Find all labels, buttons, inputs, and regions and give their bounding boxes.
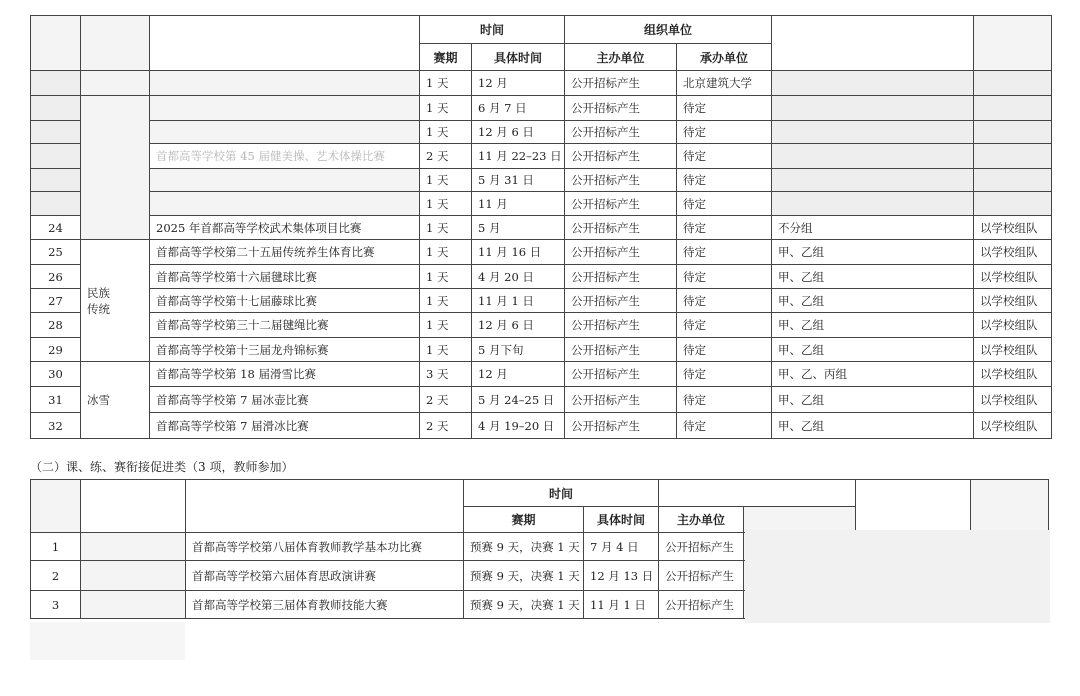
competition-table-1 <box>30 15 1052 439</box>
organizer-cell: 待定 <box>677 313 772 338</box>
section2-title: （二）课、练、赛衔接促进类（3 项，教师参加） <box>30 460 294 474</box>
date-cell: 12 月 6 日 <box>472 313 565 338</box>
organizer-cell: 待定 <box>677 144 772 169</box>
header-time: 时间 <box>420 16 565 44</box>
table-row <box>31 71 1052 96</box>
group-cell: 甲、乙组 <box>772 387 974 413</box>
duration-cell: 1 天 <box>420 240 472 265</box>
mode-cell: 以学校组队 <box>974 289 1052 313</box>
host-cell: 公开招标产生 <box>659 533 744 561</box>
organizer-cell: 待定 <box>677 338 772 362</box>
t2-header-group <box>856 480 971 533</box>
date-cell: 12 月 6 日 <box>472 121 565 144</box>
host-cell: 公开招标产生 <box>565 313 677 338</box>
date-cell: 5 月 31 日 <box>472 169 565 192</box>
host-cell: 公开招标产生 <box>565 169 677 192</box>
host-cell: 公开招标产生 <box>565 216 677 240</box>
competition-name <box>150 96 420 121</box>
table-row <box>31 313 1052 338</box>
date-cell: 6 月 7 日 <box>472 96 565 121</box>
date-cell: 11 月 16 日 <box>472 240 565 265</box>
category-ice-snow: 冰雪 <box>81 362 150 439</box>
table-row <box>31 413 1052 439</box>
group-cell: 甲、乙组 <box>772 240 974 265</box>
duration-cell: 预赛 9 天，决赛 1 天 <box>464 561 584 591</box>
organizer-cell: 待定 <box>677 96 772 121</box>
row-number: 29 <box>31 338 81 362</box>
t2-header-host: 主办单位 <box>659 507 744 533</box>
competition-name <box>150 71 420 96</box>
date-cell: 5 月下旬 <box>472 338 565 362</box>
table-row <box>31 289 1052 313</box>
redaction-block <box>745 530 1050 623</box>
header-org: 组织单位 <box>565 16 772 44</box>
duration-cell: 1 天 <box>420 265 472 289</box>
group-cell: 甲、乙组 <box>772 338 974 362</box>
row-number: 3 <box>31 591 81 619</box>
t2-header-duration: 赛期 <box>464 507 584 533</box>
header-mode <box>974 16 1052 71</box>
host-cell: 公开招标产生 <box>565 71 677 96</box>
table-row <box>31 265 1052 289</box>
header-host: 主办单位 <box>565 44 677 71</box>
mode-cell: 以学校组队 <box>974 313 1052 338</box>
row-number: 24 <box>31 216 81 240</box>
organizer-cell: 待定 <box>677 362 772 387</box>
group-cell: 甲、乙组 <box>772 289 974 313</box>
mode-cell <box>974 192 1052 216</box>
t2-header-date: 具体时间 <box>584 507 659 533</box>
row-number <box>31 121 81 144</box>
duration-cell: 1 天 <box>420 289 472 313</box>
header-date: 具体时间 <box>472 44 565 71</box>
group-cell <box>772 71 974 96</box>
competition-name: 2025 年首都高等学校武术集体项目比赛 <box>150 216 420 240</box>
mode-cell <box>974 96 1052 121</box>
header-duration: 赛期 <box>420 44 472 71</box>
group-cell <box>772 192 974 216</box>
organizer-cell: 待定 <box>677 216 772 240</box>
duration-cell: 1 天 <box>420 96 472 121</box>
table-row <box>31 121 1052 144</box>
duration-cell: 1 天 <box>420 121 472 144</box>
competition-name: 首都高等学校第十三届龙舟锦标赛 <box>150 338 420 362</box>
date-cell: 11 月 22–23 日 <box>472 144 565 169</box>
competition-name: 首都高等学校第十六届毽球比赛 <box>150 265 420 289</box>
category-cell <box>81 561 186 591</box>
table-row <box>31 192 1052 216</box>
competition-name: 首都高等学校第 7 届滑冰比赛 <box>150 413 420 439</box>
host-cell: 公开招标产生 <box>659 561 744 591</box>
host-cell: 公开招标产生 <box>565 144 677 169</box>
group-cell <box>772 121 974 144</box>
competition-name: 首都高等学校第六届体育思政演讲赛 <box>186 561 464 591</box>
date-cell: 4 月 19–20 日 <box>472 413 565 439</box>
mode-cell <box>974 71 1052 96</box>
competition-name: 首都高等学校第八届体育教师教学基本功比赛 <box>186 533 464 561</box>
mode-cell <box>974 121 1052 144</box>
row-number <box>31 144 81 169</box>
row-number: 30 <box>31 362 81 387</box>
table-row <box>31 216 1052 240</box>
mode-cell: 以学校组队 <box>974 265 1052 289</box>
duration-cell: 1 天 <box>420 169 472 192</box>
table-row <box>31 240 1052 265</box>
group-cell <box>772 144 974 169</box>
mode-cell: 以学校组队 <box>974 413 1052 439</box>
duration-cell: 1 天 <box>420 192 472 216</box>
row-number: 27 <box>31 289 81 313</box>
header-no <box>31 16 81 71</box>
group-cell <box>772 96 974 121</box>
header-organizer: 承办单位 <box>677 44 772 71</box>
duration-cell: 预赛 9 天，决赛 1 天 <box>464 533 584 561</box>
duration-cell: 2 天 <box>420 387 472 413</box>
header-category <box>81 16 150 71</box>
row-number: 25 <box>31 240 81 265</box>
host-cell: 公开招标产生 <box>565 413 677 439</box>
date-cell: 5 月 <box>472 216 565 240</box>
category-cell <box>81 591 186 619</box>
mode-cell <box>974 144 1052 169</box>
table-row <box>31 338 1052 362</box>
host-cell: 公开招标产生 <box>565 240 677 265</box>
competition-name <box>150 169 420 192</box>
group-cell: 甲、乙、丙组 <box>772 362 974 387</box>
duration-cell: 1 天 <box>420 71 472 96</box>
row-number: 28 <box>31 313 81 338</box>
mode-cell: 以学校组队 <box>974 338 1052 362</box>
host-cell: 公开招标产生 <box>565 387 677 413</box>
group-cell: 不分组 <box>772 216 974 240</box>
organizer-cell: 待定 <box>677 192 772 216</box>
organizer-cell: 待定 <box>677 413 772 439</box>
row-number: 1 <box>31 533 81 561</box>
organizer-cell: 待定 <box>677 265 772 289</box>
category-cell <box>81 96 150 240</box>
mode-cell: 以学校组队 <box>974 240 1052 265</box>
competition-name <box>150 121 420 144</box>
group-cell <box>772 169 974 192</box>
mode-cell: 以学校组队 <box>974 216 1052 240</box>
duration-cell: 预赛 9 天，决赛 1 天 <box>464 591 584 619</box>
date-cell: 12 月 <box>472 71 565 96</box>
t2-header-organizer <box>744 507 856 533</box>
row-number <box>31 71 81 96</box>
duration-cell: 1 天 <box>420 338 472 362</box>
organizer-cell: 待定 <box>677 387 772 413</box>
category-cell <box>81 533 186 561</box>
date-cell: 12 月 13 日 <box>584 561 659 591</box>
category-cell <box>81 71 150 96</box>
host-cell: 公开招标产生 <box>565 192 677 216</box>
row-number <box>31 169 81 192</box>
header-group <box>772 16 974 71</box>
host-cell: 公开招标产生 <box>565 265 677 289</box>
duration-cell: 1 天 <box>420 216 472 240</box>
date-cell: 11 月 1 日 <box>472 289 565 313</box>
host-cell: 公开招标产生 <box>565 338 677 362</box>
row-number <box>31 192 81 216</box>
competition-name: 首都高等学校第三十二届毽绳比赛 <box>150 313 420 338</box>
host-cell: 公开招标产生 <box>565 96 677 121</box>
table-row <box>31 387 1052 413</box>
t2-header-time: 时间 <box>464 480 659 507</box>
group-cell: 甲、乙组 <box>772 413 974 439</box>
host-cell: 公开招标产生 <box>659 591 744 619</box>
duration-cell: 2 天 <box>420 144 472 169</box>
category-ethnic: 民族 传统 <box>81 240 150 362</box>
row-number: 31 <box>31 387 81 413</box>
competition-name: 首都高等学校第 18 届滑雪比赛 <box>150 362 420 387</box>
redaction-block <box>30 622 185 660</box>
table-row <box>31 96 1052 121</box>
organizer-cell: 待定 <box>677 121 772 144</box>
table-row <box>31 362 1052 387</box>
row-number: 2 <box>31 561 81 591</box>
competition-name: 首都高等学校第十七届藤球比赛 <box>150 289 420 313</box>
date-cell: 7 月 4 日 <box>584 533 659 561</box>
competition-name <box>150 192 420 216</box>
date-cell: 4 月 20 日 <box>472 265 565 289</box>
organizer-cell: 待定 <box>677 240 772 265</box>
date-cell: 11 月 1 日 <box>584 591 659 619</box>
competition-name: 首都高等学校第 7 届冰壶比赛 <box>150 387 420 413</box>
table1-body <box>31 71 1052 439</box>
host-cell: 公开招标产生 <box>565 121 677 144</box>
duration-cell: 1 天 <box>420 313 472 338</box>
host-cell: 公开招标产生 <box>565 289 677 313</box>
host-cell: 公开招标产生 <box>565 362 677 387</box>
t2-header-mode <box>971 480 1049 533</box>
date-cell: 12 月 <box>472 362 565 387</box>
date-cell: 5 月 24–25 日 <box>472 387 565 413</box>
duration-cell: 3 天 <box>420 362 472 387</box>
competition-name: 首都高等学校第二十五届传统养生体育比赛 <box>150 240 420 265</box>
organizer-cell: 待定 <box>677 169 772 192</box>
date-cell: 11 月 <box>472 192 565 216</box>
organizer-cell: 北京建筑大学 <box>677 71 772 96</box>
duration-cell: 2 天 <box>420 413 472 439</box>
t2-header-category <box>81 480 186 533</box>
organizer-cell: 待定 <box>677 289 772 313</box>
mode-cell <box>974 169 1052 192</box>
group-cell: 甲、乙组 <box>772 313 974 338</box>
row-number: 26 <box>31 265 81 289</box>
row-number <box>31 96 81 121</box>
table-row <box>31 144 1052 169</box>
t2-header-name <box>186 480 464 533</box>
mode-cell: 以学校组队 <box>974 362 1052 387</box>
group-cell: 甲、乙组 <box>772 265 974 289</box>
mode-cell: 以学校组队 <box>974 387 1052 413</box>
t2-header-org <box>659 480 856 507</box>
competition-name: 首都高等学校第 45 届健美操、艺术体操比赛 <box>150 144 420 169</box>
header-name <box>150 16 420 71</box>
competition-name: 首都高等学校第三届体育教师技能大赛 <box>186 591 464 619</box>
row-number: 32 <box>31 413 81 439</box>
t2-header-no <box>31 480 81 533</box>
table-row <box>31 169 1052 192</box>
